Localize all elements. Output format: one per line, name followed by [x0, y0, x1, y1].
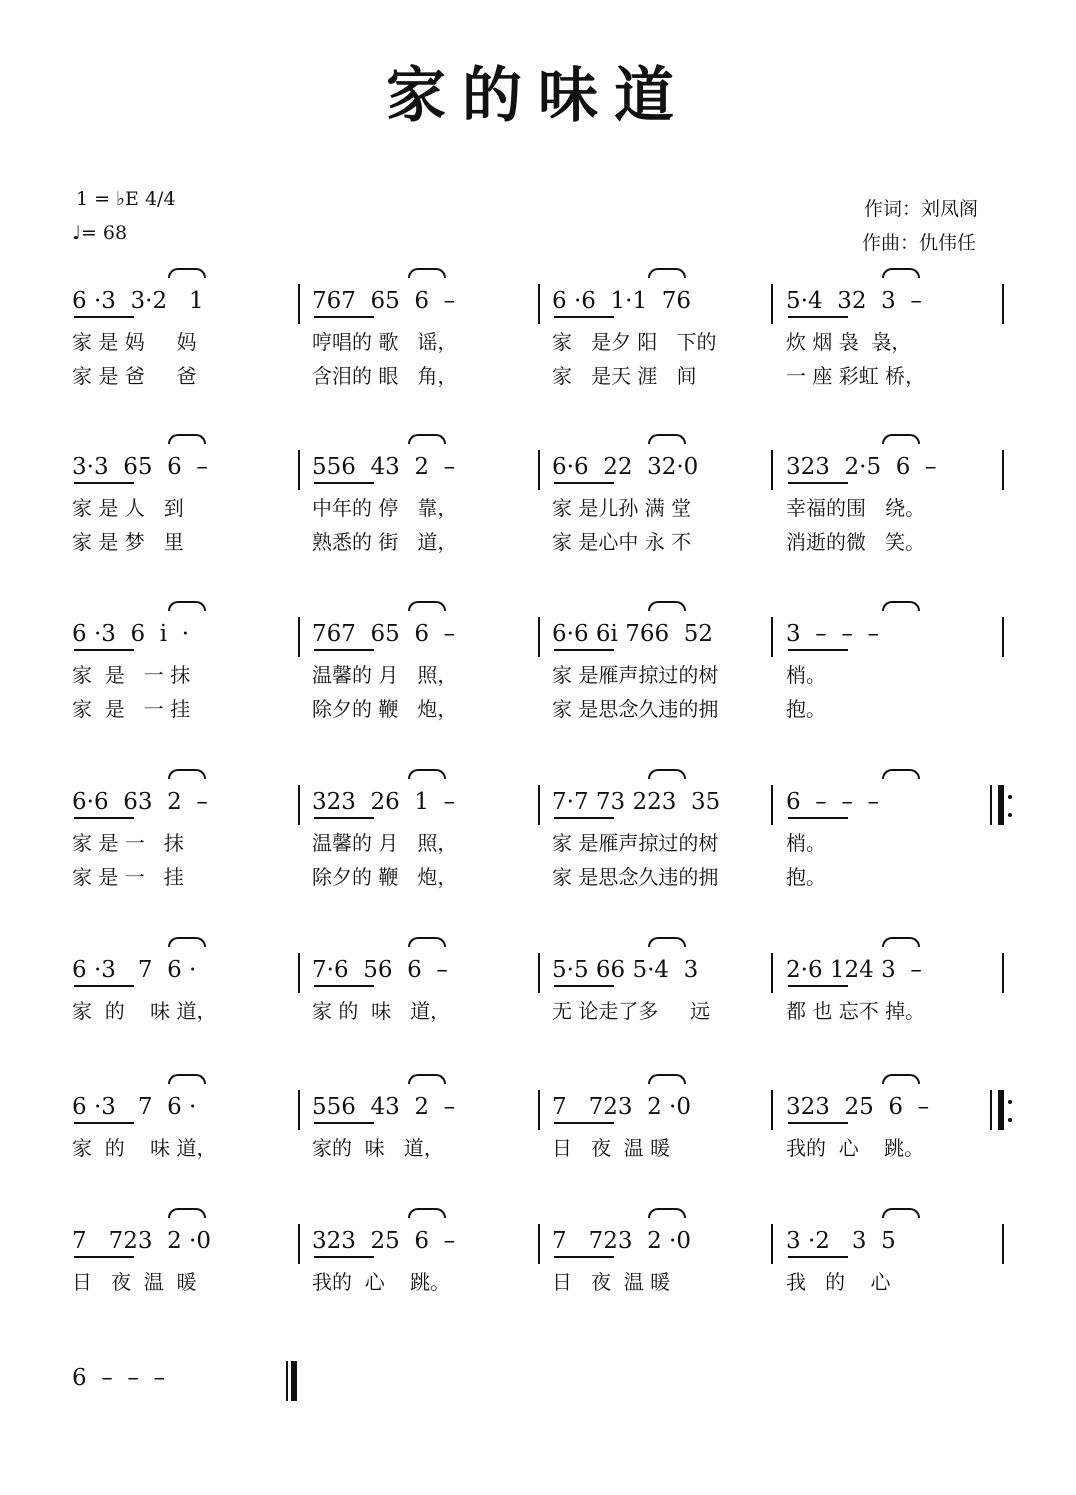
beam-underline	[788, 1256, 848, 1258]
beam-underline	[314, 1122, 374, 1124]
lyric-line-2: 抱。	[786, 865, 826, 889]
lyric-line-1: 无 论走了多 远	[552, 999, 711, 1023]
repeat-dot	[1008, 813, 1012, 817]
measure-notes: 323 2·5 6 –	[786, 454, 937, 480]
slur-mark	[168, 601, 206, 611]
lyric-line-1: 炊 烟 袅 袅，	[786, 330, 912, 354]
barline	[298, 785, 300, 825]
slur-mark	[168, 937, 206, 947]
lyric-line-1: 我 的 心	[786, 1270, 891, 1294]
score-row	[0, 1094, 1076, 1224]
beam-underline	[74, 1122, 134, 1124]
slur-mark	[408, 601, 446, 611]
measure-notes: 7·7 73 223 35	[552, 789, 721, 815]
slur-mark	[408, 769, 446, 779]
beam-underline	[74, 985, 134, 987]
barline	[1002, 617, 1004, 657]
lyric-line-1: 日 夜 温 暖	[552, 1136, 671, 1160]
slur-mark	[882, 434, 920, 444]
measure-notes: 5·4 32 3 –	[786, 288, 922, 314]
beam-underline	[788, 649, 848, 651]
score-row	[0, 957, 1076, 1087]
slur-mark	[408, 1208, 446, 1218]
slur-mark	[168, 268, 206, 278]
barline	[990, 1090, 992, 1130]
barline	[1002, 953, 1004, 993]
beam-underline	[554, 482, 614, 484]
barline	[298, 1090, 300, 1130]
lyric-line-1: 梢。	[786, 831, 826, 855]
beam-underline	[74, 649, 134, 651]
final-barline	[291, 1361, 297, 1401]
lyric-line-1: 家 是儿孙 满 堂	[552, 496, 692, 520]
measure-notes: 3·3 65 6 –	[72, 454, 208, 480]
beam-underline	[554, 316, 614, 318]
measure-notes: 323 25 6 –	[786, 1094, 930, 1120]
lyric-line-2: 家 是思念久违的拥	[552, 865, 719, 889]
barline	[298, 617, 300, 657]
lyric-line-1: 我的 心 跳。	[312, 1270, 451, 1294]
beam-underline	[788, 817, 848, 819]
measure-notes: 5·5 66 5·4 3	[552, 957, 699, 983]
barline	[298, 1224, 300, 1264]
measure-notes: 323 26 1 –	[312, 789, 456, 815]
slur-mark	[648, 769, 686, 779]
measure-notes: 6·6 22 32·0	[552, 454, 699, 480]
slur-mark	[168, 1074, 206, 1084]
lyric-line-2: 一 座 彩虹 桥，	[786, 364, 926, 388]
lyric-line-2: 家 是 一 挂	[72, 697, 191, 721]
beam-underline	[314, 1256, 374, 1258]
barline	[538, 1224, 540, 1264]
barline	[538, 617, 540, 657]
barline	[298, 953, 300, 993]
lyric-line-1: 都 也 忘不 掉。	[786, 999, 926, 1023]
lyric-line-2: 消逝的微 笑。	[786, 530, 926, 554]
measure-notes: 3 – – –	[786, 621, 879, 647]
beam-underline	[314, 482, 374, 484]
measure-notes: 556 43 2 –	[312, 1094, 456, 1120]
barline	[538, 1090, 540, 1130]
lyric-line-2: 家 是 爸 爸	[72, 364, 197, 388]
repeat-barline	[998, 785, 1004, 825]
key-and-time-signature: 1 = ♭E 4/4	[76, 188, 176, 210]
lyric-line-2: 家 是心中 永 不	[552, 530, 692, 554]
beam-underline	[554, 1122, 614, 1124]
lyric-line-2: 家 是 一 挂	[72, 865, 184, 889]
measure-notes: 767 65 6 –	[312, 288, 456, 314]
measure-notes: 7·6 56 6 –	[312, 957, 448, 983]
barline	[771, 953, 773, 993]
repeat-barline	[998, 1090, 1004, 1130]
slur-mark	[882, 769, 920, 779]
score-row	[0, 454, 1076, 584]
score-row	[0, 621, 1076, 751]
beam-underline	[74, 1256, 134, 1258]
lyric-line-1: 家的 味 道，	[312, 1136, 444, 1160]
measure-notes: 6·6 63 2 –	[72, 789, 208, 815]
lyric-line-1: 家 的 味 道，	[72, 1136, 217, 1160]
slur-mark	[408, 937, 446, 947]
lyric-line-1: 日 夜 温 暖	[552, 1270, 671, 1294]
slur-mark	[882, 937, 920, 947]
measure-notes: 6 ·6 1·1 76	[552, 288, 691, 314]
barline	[286, 1361, 288, 1401]
beam-underline	[74, 482, 134, 484]
lyric-line-2: 抱。	[786, 697, 826, 721]
lyric-line-1: 温馨的 月 照，	[312, 663, 458, 687]
song-title: 家的味道	[386, 61, 690, 131]
barline	[1002, 1224, 1004, 1264]
lyric-line-1: 日 夜 温 暖	[72, 1270, 197, 1294]
score-row	[0, 1365, 1076, 1495]
slur-mark	[882, 268, 920, 278]
slur-mark	[408, 268, 446, 278]
slur-mark	[882, 1074, 920, 1084]
slur-mark	[408, 434, 446, 444]
slur-mark	[648, 434, 686, 444]
beam-underline	[314, 985, 374, 987]
lyric-line-1: 家 是 一 抹	[72, 663, 191, 687]
barline	[538, 450, 540, 490]
repeat-dot	[1008, 1118, 1012, 1122]
repeat-dot	[1008, 795, 1012, 799]
slur-mark	[168, 434, 206, 444]
lyric-line-2: 熟悉的 街 道，	[312, 530, 458, 554]
slur-mark	[168, 1208, 206, 1218]
measure-notes: 556 43 2 –	[312, 454, 456, 480]
beam-underline	[788, 316, 848, 318]
lyric-line-2: 除夕的 鞭 炮，	[312, 865, 458, 889]
lyric-line-1: 梢。	[786, 663, 826, 687]
barline	[1002, 450, 1004, 490]
tempo-marking: ♩= 68	[72, 222, 128, 244]
measure-notes: 7 723 2 ·0	[72, 1228, 211, 1254]
slur-mark	[408, 1074, 446, 1084]
lyric-line-1: 家 是 一 抹	[72, 831, 184, 855]
barline	[298, 284, 300, 324]
beam-underline	[314, 817, 374, 819]
barline	[538, 953, 540, 993]
lyric-line-2: 家 是思念久违的拥	[552, 697, 719, 721]
beam-underline	[788, 1122, 848, 1124]
barline	[771, 1224, 773, 1264]
barline	[538, 284, 540, 324]
lyric-line-2: 含泪的 眼 角，	[312, 364, 458, 388]
beam-underline	[554, 817, 614, 819]
measure-notes: 3 ·2 3 5	[786, 1228, 896, 1254]
barline	[1002, 284, 1004, 324]
measure-notes: 6 – – –	[72, 1365, 165, 1391]
barline	[298, 450, 300, 490]
lyric-line-1: 家 的 味 道，	[72, 999, 217, 1023]
score-row	[0, 288, 1076, 418]
measure-notes: 6 ·3 7 6 ·	[72, 1094, 197, 1120]
slur-mark	[882, 1208, 920, 1218]
beam-underline	[554, 985, 614, 987]
beam-underline	[554, 649, 614, 651]
lyric-line-2: 除夕的 鞭 炮，	[312, 697, 458, 721]
slur-mark	[648, 601, 686, 611]
barline	[771, 284, 773, 324]
slur-mark	[648, 268, 686, 278]
slur-mark	[648, 937, 686, 947]
slur-mark	[648, 1074, 686, 1084]
measure-notes: 6 – – –	[786, 789, 879, 815]
measure-notes: 6 ·3 6 i ·	[72, 621, 190, 647]
barline	[538, 785, 540, 825]
measure-notes: 7 723 2 ·0	[552, 1228, 691, 1254]
slur-mark	[648, 1208, 686, 1218]
score-row	[0, 1228, 1076, 1358]
lyric-line-2: 家 是 梦 里	[72, 530, 184, 554]
lyric-line-1: 温馨的 月 照，	[312, 831, 458, 855]
lyric-line-1: 家 是雁声掠过的树	[552, 831, 719, 855]
slur-mark	[168, 769, 206, 779]
barline	[771, 617, 773, 657]
repeat-dot	[1008, 1100, 1012, 1104]
score-row	[0, 789, 1076, 919]
barline	[771, 1090, 773, 1130]
lyric-line-1: 我的 心 跳。	[786, 1136, 925, 1160]
beam-underline	[554, 1256, 614, 1258]
beam-underline	[74, 817, 134, 819]
measure-notes: 7 723 2 ·0	[552, 1094, 691, 1120]
lyric-line-1: 家 是 妈 妈	[72, 330, 197, 354]
lyric-line-2: 家 是天 涯 间	[552, 364, 697, 388]
measure-notes: 767 65 6 –	[312, 621, 456, 647]
measure-notes: 2·6 124 3 –	[786, 957, 922, 983]
measure-notes: 6 ·3 7 6 ·	[72, 957, 197, 983]
beam-underline	[314, 649, 374, 651]
beam-underline	[788, 482, 848, 484]
barline	[771, 785, 773, 825]
lyric-line-1: 家 是雁声掠过的树	[552, 663, 719, 687]
barline	[990, 785, 992, 825]
lyric-line-1: 家 的 味 道，	[312, 999, 451, 1023]
measure-notes: 6·6 6i 766 52	[552, 621, 713, 647]
lyric-line-1: 家 是 人 到	[72, 496, 184, 520]
lyricist-credit: 作词：刘凤阁	[864, 198, 979, 220]
beam-underline	[314, 316, 374, 318]
lyric-line-1: 幸福的围 绕。	[786, 496, 926, 520]
lyric-line-1: 哼唱的 歌 谣，	[312, 330, 458, 354]
lyric-line-1: 家 是夕 阳 下的	[552, 330, 717, 354]
composer-credit: 作曲：仇伟任	[862, 232, 977, 254]
slur-mark	[882, 601, 920, 611]
barline	[771, 450, 773, 490]
beam-underline	[74, 316, 134, 318]
lyric-line-1: 中年的 停 靠，	[312, 496, 458, 520]
measure-notes: 6 ·3 3·2 1	[72, 288, 204, 314]
measure-notes: 323 25 6 –	[312, 1228, 456, 1254]
beam-underline	[788, 985, 848, 987]
